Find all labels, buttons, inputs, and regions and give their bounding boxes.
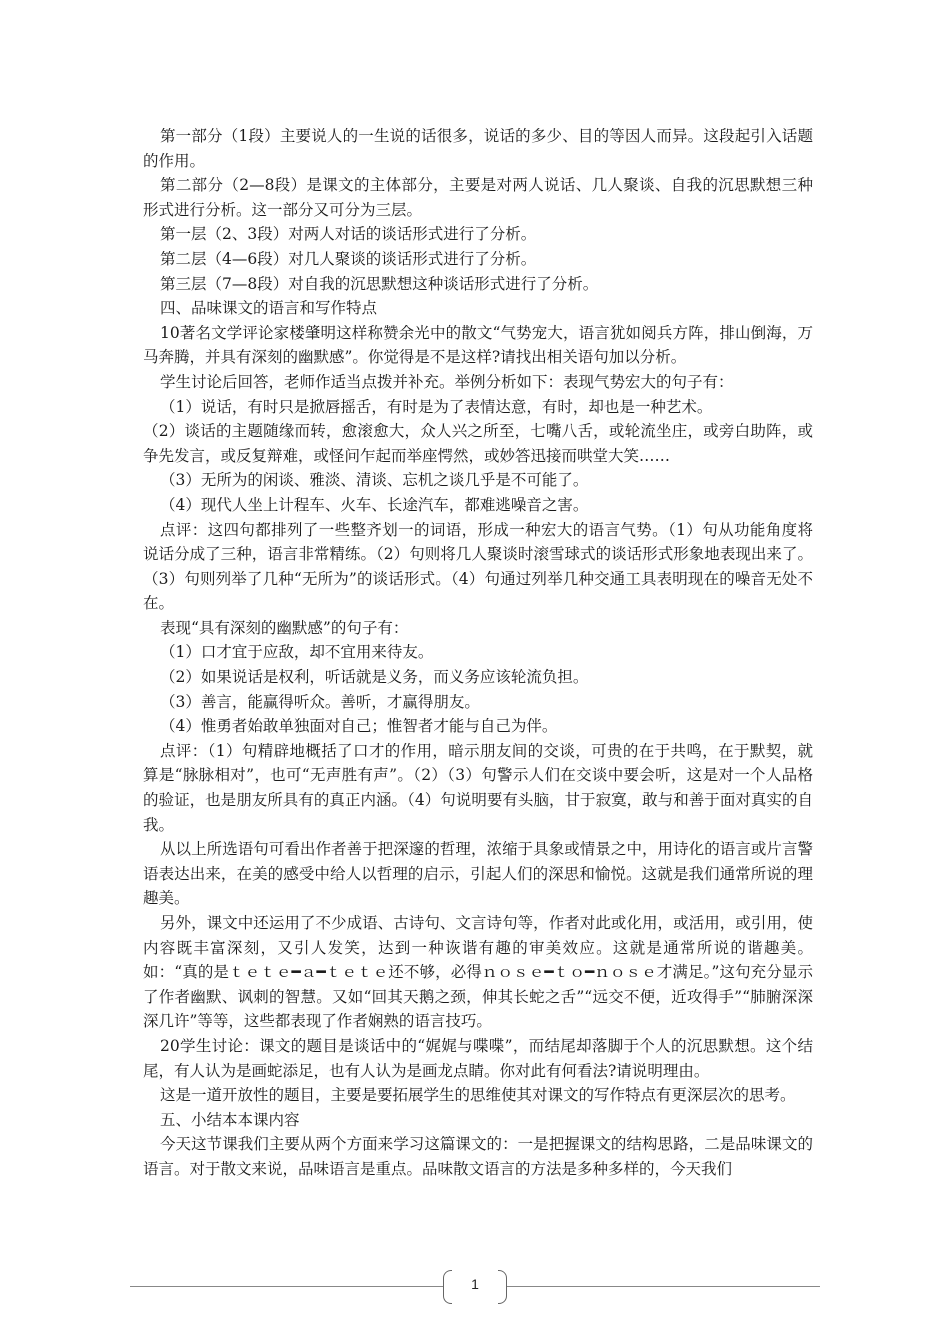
page-number: 1 — [471, 1276, 479, 1292]
paragraph: 第二部分（2—8段）是课文的主体部分，主要是对两人说话、几人聚谈、自我的沉思默想三种形式进行分析。这一部分又可分为三层。 — [143, 176, 813, 219]
commentary-paragraph: 点评：这四句都排列了一些整齐划一的词语，形成一种宏大的语言气势。（1）句从功能角度将说话分成了三种，语言非常精练。（2）句则将几人聚谈时滚雪球式的谈话形式形象地表现出来了。（3）句则列举了几种“无所为”的谈话形式。（4）句通过列举几种交通工具表明现在的噪音无处不在。 — [143, 520, 813, 613]
example-item: （1）说话，有时只是掀唇摇舌，有时是为了表情达意，有时，却也是一种艺术。 — [160, 397, 713, 416]
question-paragraph: 20学生讨论：课文的题目是谈话中的“娓娓与喋喋”，而结尾却落脚于个人的沉思默想。这个结尾，有人认为是画蛇添足，也有人认为是画龙点睛。你对此有何看法?请说明理由。 — [143, 1036, 813, 1080]
example-item: （2）谈话的主题随缘而转，愈滚愈大，众人兴之所至，七嘴八舌，或轮流坐庄，或旁白助阵，或争先发言，或反复辩难，或怪问乍起而举座愕然，或妙答迅接而哄堂大笑…… — [143, 422, 813, 465]
example-item: （4）现代人坐上计程车、火车、长途汽车，都难逃噪音之害。 — [160, 495, 589, 514]
footer-rule-left — [130, 1286, 443, 1287]
paragraph: 从以上所选语句可看出作者善于把深邃的哲理，浓缩于具象或情景之中，用诗化的语言或片言警语表达出来，在美的感受中给人以哲理的启示，引起人们的深思和愉悦。这就是我们通常所说的理趣美。 — [143, 840, 813, 908]
example-item: （2）如果说话是权利，听话就是义务，而义务应该轮流负担。 — [160, 668, 589, 687]
paragraph: 第二层（4—6段）对几人聚谈的谈话形式进行了分析。 — [160, 249, 537, 268]
paragraph: 学生讨论后回答，老师作适当点拨并补充。举例分析如下：表现气势宏大的句子有： — [160, 372, 734, 391]
paragraph: 第三层（7—8段）对自我的沉思默想这种谈话形式进行了分析。 — [160, 274, 599, 293]
page-footer — [0, 1268, 950, 1308]
question-paragraph: 10著名文学评论家楼肇明这样称赞余光中的散文“气势宠大，语言犹如阅兵方阵，排山倒海，万马奔腾，并具有深刻的幽默感”。你觉得是不是这样?请找出相关语句加以分析。 — [143, 323, 813, 367]
section-heading: 四、品味课文的语言和写作特点 — [160, 299, 378, 318]
paragraph: 表现“具有深刻的幽默感”的句子有： — [160, 618, 409, 637]
paragraph: 第一层（2、3段）对两人对话的谈话形式进行了分析。 — [160, 225, 537, 244]
paragraph: 第一部分（1段）主要说人的一生说的话很多，说话的多少、目的等因人而异。这段起引入话题的作用。 — [143, 127, 813, 170]
example-item: （3）无所为的闲谈、雅淡、清谈、忘机之谈几乎是不可能了。 — [160, 471, 589, 490]
example-item: （1）口才宜于应敌，却不宜用来待友。 — [160, 643, 434, 662]
paragraph: 今天这节课我们主要从两个方面来学习这篇课文的：一是把握课文的结构思路，二是品味课文的语言。对于散文来说，品味语言是重点。品味散文语言的方法是多种多样的，今天我们 — [143, 1135, 813, 1178]
footer-rule-right — [507, 1286, 820, 1287]
example-item: （3）善言，能赢得听众。善听，才赢得朋友。 — [160, 692, 480, 711]
paragraph: 另外，课文中还运用了不少成语、古诗句、文言诗句等，作者对此或化用，或活用，或引用，使内容既丰富深刻，又引人发笑，达到一种诙谐有趣的审美效应。这就是通常所说的谐趣美。如：“真的是ｔｅｔｅ━ａ━ｔｅｔｅ还不够，必得ｎｏｓｅ━ｔｏ━ｎｏｓｅ才满足。”这句充分显示了作者幽默、讽刺的智慧。又如“回其天鹅之颈，伸其长蛇之舌”“远交不便，近攻得手”“肺腑深深深几许”等等，这些都表现了作者娴熟的语言技巧。 — [143, 914, 813, 1031]
commentary-paragraph: 点评：（1）句精辟地概括了口才的作用，暗示朋友间的交谈，可贵的在于共鸣，在于默契，就算是“脉脉相对”，也可“无声胜有声”。（2）（3）句警示人们在交谈中要会听，这是对一个人品格的验证，也是朋友所具有的真正内涵。（4）句说明要有头脑，甘于寂寞，敢与和善于面对真实的自我。 — [143, 741, 813, 834]
paragraph: 这是一道开放性的题目，主要是要拓展学生的思维使其对课文的写作特点有更深层次的思考。 — [160, 1086, 796, 1105]
right-brace-icon — [498, 1270, 507, 1304]
body-text — [143, 124, 813, 1182]
section-heading: 五、小结本本课内容 — [160, 1110, 300, 1129]
left-brace-icon — [443, 1270, 452, 1304]
example-item: （4）惟勇者始敢单独面对自己；惟智者才能与自己为伴。 — [160, 717, 558, 736]
